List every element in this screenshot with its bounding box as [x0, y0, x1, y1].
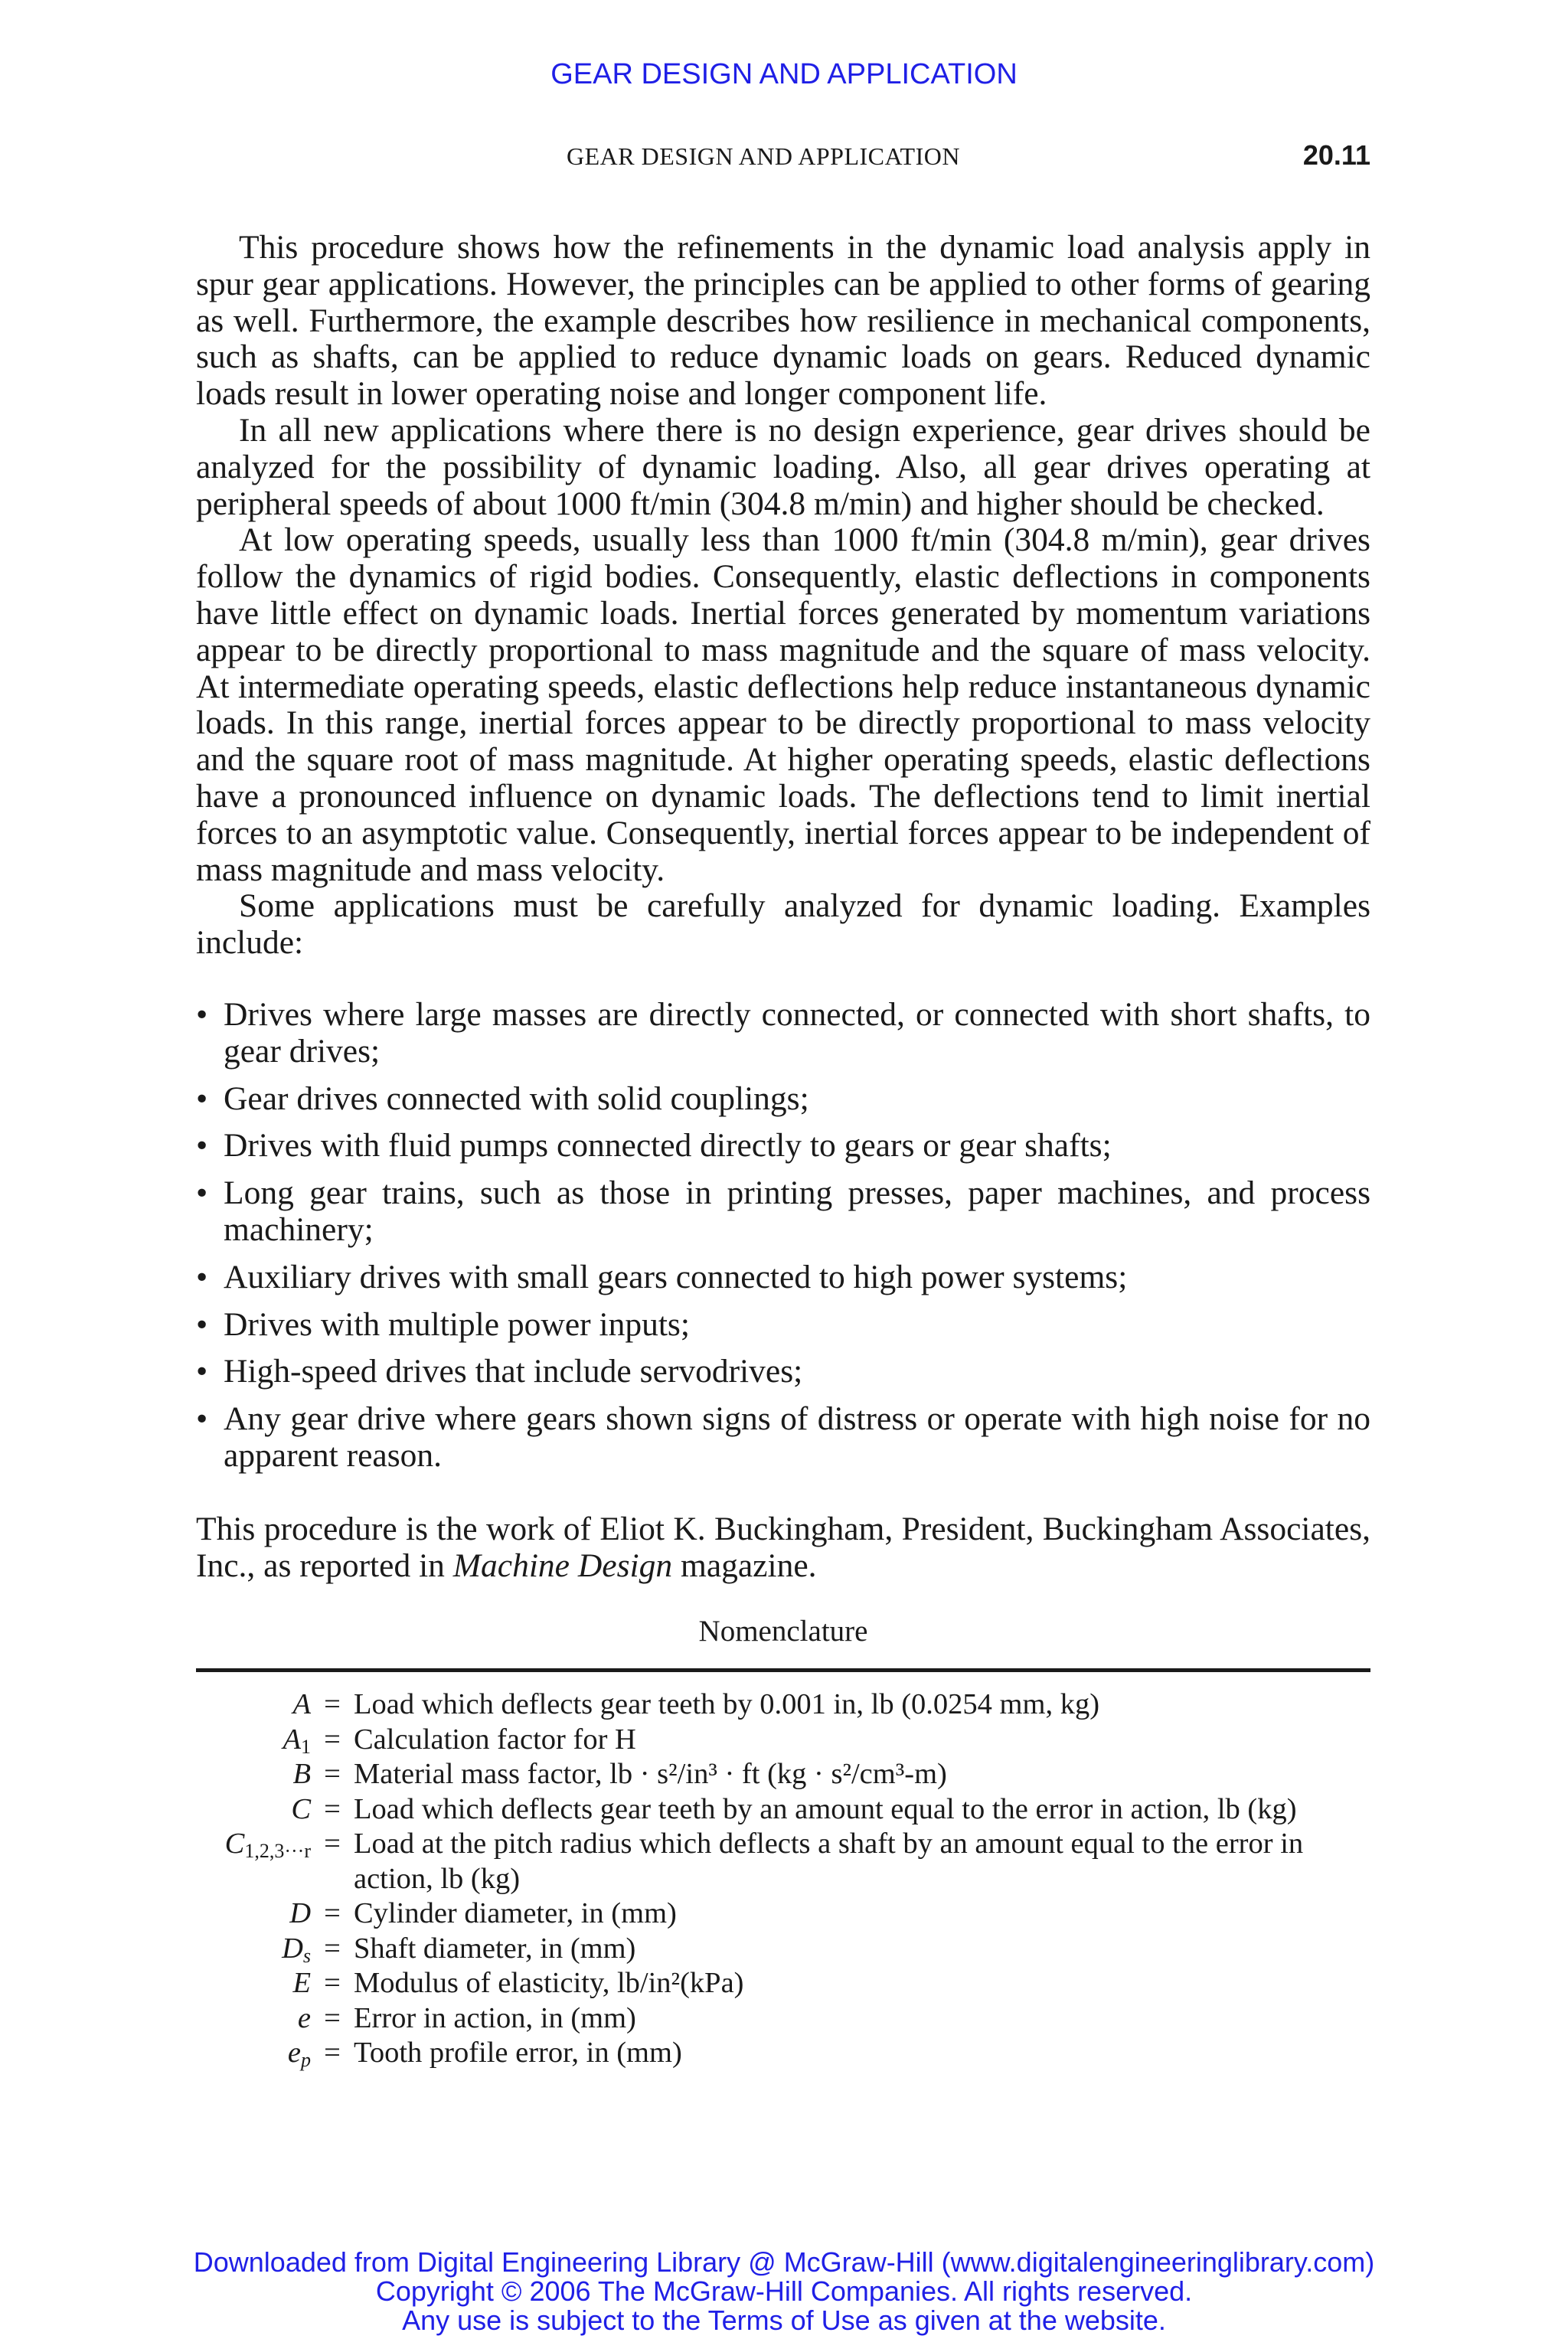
nomenclature-definition: Load at the pitch radius which deflects a shaft by an amount equal to the error in action, lb (kg): [354, 1828, 1304, 1895]
list-item: [196, 1307, 1370, 1344]
nomenclature-symbol: $e_p$: [287, 2037, 311, 2072]
nomenclature-symbol: D: [289, 1897, 311, 1930]
paragraph-operating-speeds: At low operating speeds, usually less than 1000 ft/min (304.8 m/min), gear drives follow the dynamics of rigid bodies. Consequently, elastic deflections in components have little effect on dynamic loads. Inertial forces generated by momentum variations appear to be directly proportional to mass magnitude and the square of mass velocity. At intermediate operating speeds, elastic deflections help reduce instantaneous dynamic loads. In this range, inertial forces appear to be directly proportional to mass velocity and the square root of mass magnitude. At higher operating speeds, elastic deflections have a pronounced influence on dynamic loads. The deflections tend to limit inertial forces to an asymptotic value. Consequently, inertial forces appear to be independent of mass magnitude and mass velocity.: [196, 521, 1370, 888]
book-title-banner[interactable]: GEAR DESIGN AND APPLICATION: [550, 58, 1018, 90]
list-item: [196, 1354, 1370, 1390]
paragraph-examples-intro: Some applications must be carefully analyzed for dynamic loading. Examples include:: [196, 887, 1370, 962]
nomenclature-entry: [196, 2036, 1370, 2071]
credit-text-end: magazine.: [672, 1547, 817, 1584]
nomenclature-entry: [196, 2001, 1370, 2037]
nomenclature-symbol: C: [291, 1792, 311, 1825]
nomenclature-entry: [196, 1723, 1370, 1758]
footer-terms-link[interactable]: Any use is subject to the Terms of Use as given at the website.: [402, 2305, 1166, 2336]
equals-sign: =: [324, 2001, 341, 2034]
nomenclature-entry: [196, 1687, 1370, 1723]
list-item-text: Drives where large masses are directly connected, or connected with short shafts, to gear drives;: [224, 995, 1370, 1070]
footer-download-link[interactable]: Downloaded from Digital Engineering Library @ McGraw-Hill (www.digitalengineeringlibrary.com): [193, 2246, 1375, 2278]
list-item-text: Any gear drive where gears shown signs of distress or operate with high noise for no apparent reason.: [224, 1400, 1370, 1474]
list-item: [196, 1401, 1370, 1475]
nomenclature-definition: Shaft diameter, in (mm): [354, 1932, 636, 1965]
publication-name: Machine Design: [452, 1547, 673, 1584]
nomenclature-symbol: A: [292, 1688, 311, 1721]
bullet-icon: •: [196, 1080, 208, 1117]
bullet-icon: •: [196, 1353, 208, 1390]
list-item: [196, 1128, 1370, 1165]
nomenclature-entry: [196, 1827, 1370, 1896]
list-item-text: High-speed drives that include servodrives;: [224, 1353, 803, 1390]
running-head: GEAR DESIGN AND APPLICATION: [567, 142, 960, 170]
application-examples-list: [196, 997, 1370, 1475]
symbol-subscript: 1: [301, 1735, 311, 1758]
equals-sign: =: [324, 1792, 341, 1825]
credit-text: This procedure is the work of Eliot K. Buckingham, President, Buckingham Associates, Inc., as reported in: [196, 1510, 1370, 1584]
page-body: [196, 230, 1370, 2071]
bullet-icon: •: [196, 1258, 208, 1295]
nomenclature-symbol: $A_1$: [283, 1723, 311, 1758]
bullet-icon: •: [196, 1305, 208, 1343]
page-number: 20.11: [1302, 139, 1370, 171]
nomenclature-symbol: B: [292, 1758, 311, 1791]
list-item: [196, 1081, 1370, 1118]
nomenclature-entry: [196, 1792, 1370, 1828]
list-item-text: Drives with multiple power inputs;: [224, 1305, 690, 1343]
nomenclature-definition: Modulus of elasticity, lb/in²(kPa): [354, 1967, 744, 2000]
nomenclature-title: Nomenclature: [698, 1615, 868, 1648]
nomenclature-list: [196, 1687, 1370, 2071]
equals-sign: =: [324, 1758, 341, 1791]
equals-sign: =: [324, 1967, 341, 2000]
nomenclature-definition: Cylinder diameter, in (mm): [354, 1897, 677, 1930]
symbol-subscript: s: [302, 1944, 311, 1967]
list-item: [196, 1175, 1370, 1249]
nomenclature-entry: [196, 1932, 1370, 1967]
nomenclature-symbol: $C_{1,2,3\cdot\cdot\cdot r}$: [224, 1828, 311, 1863]
list-item-text: Drives with fluid pumps connected directly to gears or gear shafts;: [224, 1127, 1112, 1165]
equals-sign: =: [324, 1688, 341, 1721]
download-footer: [0, 2248, 1568, 2335]
nomenclature-definition: Load which deflects gear teeth by an amount equal to the error in action, lb (kg): [354, 1792, 1297, 1825]
list-item: [196, 997, 1370, 1070]
nomenclature-definition: Tooth profile error, in (mm): [354, 2037, 682, 2069]
paragraph-new-applications: In all new applications where there is no design experience, gear drives should be analyzed for the possibility of dynamic loading. Also, all gear drives operating at peripheral speeds of about 1000 ft/min (304.8 m/min) and higher should be checked.: [196, 411, 1370, 522]
nomenclature-definition: Calculation factor for H: [354, 1723, 636, 1756]
paragraph-intro: This procedure shows how the refinements in the dynamic load analysis apply in spur gear applications. However, the principles can be applied to other forms of gearing as well. Furthermore, the example describes how resilience in mechanical components, such as shafts, can be applied to reduce dynamic loads on gears. Reduced dynamic loads result in lower operating noise and longer component life.: [196, 229, 1370, 413]
bullet-icon: •: [196, 1400, 208, 1438]
bullet-icon: •: [196, 995, 208, 1033]
equals-sign: =: [324, 1897, 341, 1930]
equals-sign: =: [324, 1723, 341, 1756]
nomenclature-symbol: $D_s$: [282, 1932, 311, 1967]
credit-note: [196, 1511, 1370, 1585]
nomenclature-divider: [196, 1668, 1370, 1672]
nomenclature-symbol: E: [292, 1967, 311, 2000]
list-item-text: Gear drives connected with solid couplings;: [224, 1080, 809, 1117]
list-item-text: Long gear trains, such as those in printing presses, paper machines, and process machinery;: [224, 1174, 1370, 1248]
equals-sign: =: [324, 1828, 341, 1860]
equals-sign: =: [324, 1932, 341, 1965]
bullet-icon: •: [196, 1127, 208, 1165]
footer-copyright: Copyright © 2006 The McGraw-Hill Companies. All rights reserved.: [375, 2275, 1193, 2307]
symbol-subscript: 1,2,3···r: [244, 1840, 311, 1863]
bullet-icon: •: [196, 1174, 208, 1212]
equals-sign: =: [324, 2037, 341, 2069]
nomenclature-definition: Material mass factor, lb · s²/in³ · ft (kg · s²/cm³-m): [354, 1758, 947, 1791]
nomenclature-entry: [196, 1757, 1370, 1792]
list-item: [196, 1259, 1370, 1296]
nomenclature-definition: Error in action, in (mm): [354, 2001, 636, 2034]
nomenclature-entry: [196, 1966, 1370, 2001]
list-item-text: Auxiliary drives with small gears connected to high power systems;: [224, 1258, 1128, 1295]
nomenclature-symbol: e: [297, 2001, 311, 2034]
symbol-subscript: p: [301, 2049, 311, 2072]
nomenclature-definition: Load which deflects gear teeth by 0.001 in, lb (0.0254 mm, kg): [354, 1688, 1100, 1721]
nomenclature-entry: [196, 1896, 1370, 1932]
